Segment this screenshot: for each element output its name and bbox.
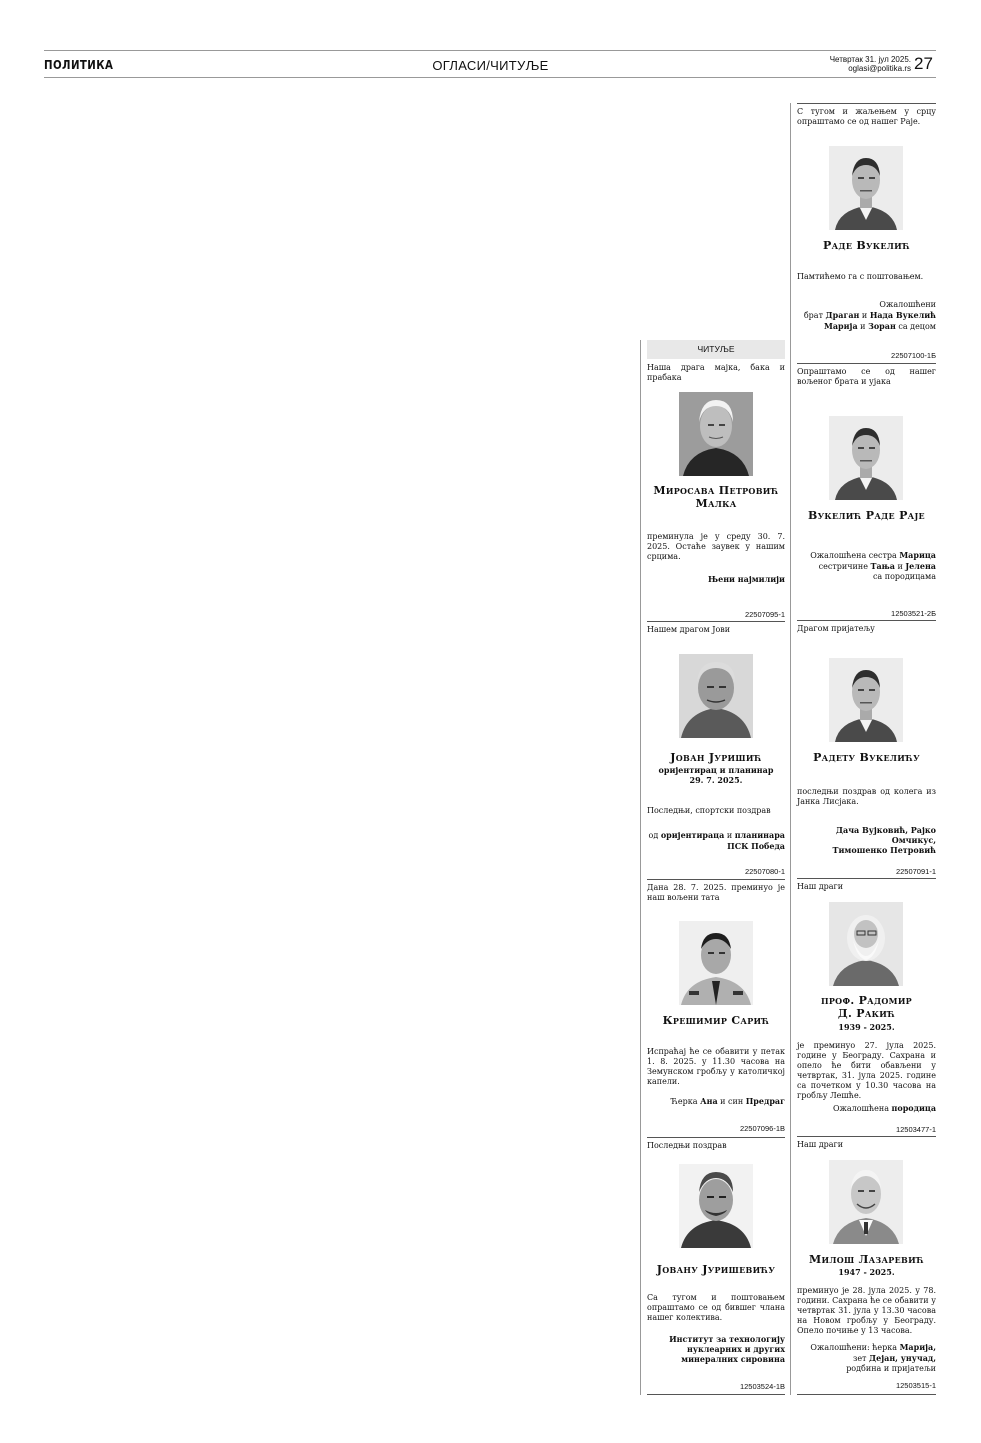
header-bottom-rule xyxy=(44,77,936,78)
notice-rule xyxy=(647,1137,785,1138)
mourners-signature: Ожалошћени брат Драган и Нада Вукелић Марија и Зоран са децом xyxy=(803,300,936,331)
column-divider-middle xyxy=(790,103,791,1395)
mourners-signature: Ожалошћени: ћерка Марија, зет Дејан, унучад, родбина и пријатељи xyxy=(810,1342,936,1373)
notice-text: Последњи, спортски поздрав xyxy=(647,806,771,815)
notice-text: последњи поздрав од колега из Јанка Лисјака. xyxy=(797,787,936,806)
portrait-photo xyxy=(679,1164,753,1248)
deceased-name: Миросава Петровић Малка xyxy=(653,484,779,510)
portrait-photo xyxy=(679,392,753,476)
notice-rule xyxy=(797,363,936,364)
notice-rule xyxy=(797,620,936,621)
ad-code: 22507096-1В xyxy=(739,1124,785,1133)
issue-date: Четвртак 31. јул 2025. xyxy=(829,55,911,64)
column-divider-left xyxy=(640,340,641,1395)
mourners-signature: Њени најмилији xyxy=(708,574,785,584)
obituary-mirosava-petrovic xyxy=(647,359,785,621)
notice-intro: Нашем драгом Јови xyxy=(647,625,731,634)
ad-code: 22507100-1Б xyxy=(891,351,936,360)
notice-rule xyxy=(647,621,785,622)
deceased-name: проф. Радомир Д. Ракић xyxy=(821,994,912,1020)
notice-rule xyxy=(647,879,785,880)
notice-intro: Опраштамо се од нашег вољеног брата и ујака xyxy=(797,367,936,386)
notice-text: преминула је у среду 30. 7. 2025. Остаће заувек у нашим срцима. xyxy=(647,532,785,561)
ad-code: 22507080-1 xyxy=(744,867,785,876)
section-title: ОГЛАСИ/ЧИТУЉЕ xyxy=(432,58,549,73)
notice-intro: С тугом и жаљењем у срцу опраштамо се од нашег Раје. xyxy=(797,107,936,126)
notice-text: Са тугом и поштовањем опраштамо се од бившег члана нашег колектива. xyxy=(647,1293,785,1322)
contact-email[interactable]: oglasi@politika.rs xyxy=(848,64,911,73)
obituary-jovan-jurisic xyxy=(647,621,785,879)
ad-code: 12503477-1 xyxy=(895,1125,936,1134)
notice-intro: Наш драги xyxy=(797,882,844,891)
life-years: 1939 - 2025. xyxy=(838,1022,895,1032)
obituary-radomir-rakic xyxy=(797,878,936,1136)
deceased-name: Јован Јуришић xyxy=(670,751,762,764)
deceased-name: Раде Вукелић xyxy=(823,239,910,252)
notice-intro: Дана 28. 7. 2025. преминуо је наш вољени тата xyxy=(647,883,785,902)
mourners-signature: Ћерка Ана и син Предраг xyxy=(670,1096,785,1106)
column-label: ЧИТУЉЕ xyxy=(647,340,785,359)
left-column-bottom-rule xyxy=(647,1394,785,1395)
notice-intro: Драгом пријатељу xyxy=(797,624,875,633)
portrait-photo xyxy=(829,1160,903,1244)
notice-text: је преминуо 27. јула 2025. године у Београду. Сахрана и опело ће бити обављени у четвртак, 31. јула 2025. године са почетком у 10.30 часова на гробљу Лешће. xyxy=(797,1041,936,1100)
portrait-photo xyxy=(829,658,903,742)
deceased-name: Вукелић Раде Раје xyxy=(808,509,925,522)
notice-intro: Наша драга мајка, бака и прабака xyxy=(647,363,785,382)
life-years: 1947 - 2025. xyxy=(838,1267,895,1277)
notice-intro: Последњи поздрав xyxy=(647,1141,727,1150)
notice-rule xyxy=(797,103,936,104)
deceased-name: Крешимир Сарић xyxy=(662,1014,770,1027)
notice-text: Испраћај ће се обавити у петак 1. 8. 2025. у 11.30 часова на Земунском гробљу у католичкој капели. xyxy=(647,1047,785,1086)
deceased-description: оријентирац и планинар 29. 7. 2025. xyxy=(658,765,774,785)
newspaper-logo[interactable]: ПОЛИТИКА xyxy=(44,58,114,72)
portrait-photo xyxy=(829,902,903,986)
ad-code: 22507095-1 xyxy=(744,610,785,619)
mourners-signature: Дача Вујковић, Рајко Омчикус, Тимошенко Петровић xyxy=(832,825,936,855)
notice-rule xyxy=(647,359,785,360)
obituary-kresimir-saric xyxy=(647,879,785,1137)
header-top-rule xyxy=(44,50,936,51)
portrait-photo xyxy=(679,654,753,738)
obituary-radetu-vukelicu xyxy=(797,620,936,878)
obituary-milos-lazarevic xyxy=(797,1136,936,1394)
deceased-name: Јовану Јуришевићу xyxy=(656,1263,776,1276)
mourners-signature: Институт за технологију нуклеарних и других минералних сировина xyxy=(669,1334,785,1364)
right-column-bottom-rule xyxy=(797,1394,936,1395)
mourners-signature: Ожалошћена сестра Марица сестричине Тања и Јелена са породицама xyxy=(810,550,936,581)
ad-code: 12503521-2Б xyxy=(891,609,936,618)
portrait-photo xyxy=(679,921,753,1005)
page-number: 27 xyxy=(914,54,933,73)
portrait-photo xyxy=(829,416,903,500)
ad-code: 12503524-1В xyxy=(739,1382,785,1391)
notice-text: Памтићемо га с поштовањем. xyxy=(797,272,924,281)
obituary-rade-vukelic xyxy=(797,103,936,363)
mourners-signature: од оријентираца и планинара ПСК Победа xyxy=(648,830,785,851)
portrait-photo xyxy=(829,146,903,230)
ad-code: 12503515-1 xyxy=(895,1381,936,1390)
deceased-name: Милош Лазаревић xyxy=(809,1253,924,1266)
ad-code: 22507091-1 xyxy=(895,867,936,876)
obituary-vukelic-rade-raje xyxy=(797,363,936,620)
notice-rule xyxy=(797,878,936,879)
deceased-name: Радету Вукелићу xyxy=(813,751,920,764)
mourners-signature: Ожалошћена породица xyxy=(832,1103,936,1113)
notice-text: преминуо је 28. јула 2025. у 78. години. Сахрана ће се обавити у четвртак 31. јула у 13.30 часова на Новом гробљу у Београду. Опело почиње у 13 часова. xyxy=(797,1286,936,1335)
obituary-jovan-jurisevic xyxy=(647,1137,785,1394)
header-info xyxy=(830,55,911,73)
notice-intro: Наш драги xyxy=(797,1140,844,1149)
notice-rule xyxy=(797,1136,936,1137)
